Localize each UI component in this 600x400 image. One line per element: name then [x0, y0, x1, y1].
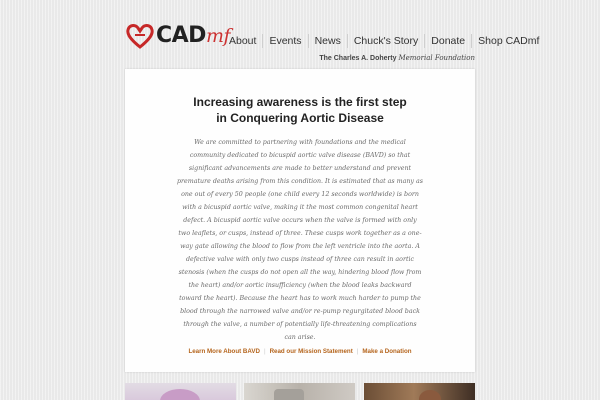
nav-chucks-story[interactable]: Chuck's Story — [347, 34, 424, 48]
make-donation-link[interactable]: Make a Donation — [362, 348, 412, 355]
learn-more-bavd-link[interactable]: Learn More About BAVD — [188, 348, 260, 355]
cadmf-logo[interactable] — [126, 16, 230, 56]
nav-events[interactable]: Events — [262, 34, 307, 48]
nav-about[interactable]: About — [229, 35, 257, 47]
page-heading — [125, 94, 475, 126]
tagline-name: The Charles A. Doherty — [319, 55, 397, 62]
nav-donate[interactable]: Donate — [424, 34, 471, 48]
mission-statement-link[interactable]: Read our Mission Statement — [269, 348, 353, 355]
heart-logo-icon — [126, 22, 154, 50]
feature-thumbnail-3[interactable] — [364, 383, 475, 400]
foundation-tagline — [319, 54, 475, 62]
heading-line-1: Increasing awareness is the first step — [193, 95, 407, 109]
logo-text: CAD — [156, 23, 206, 48]
nav-shop[interactable]: Shop CADmf — [471, 34, 539, 48]
nav-news[interactable]: News — [308, 34, 347, 48]
feature-thumbnail-1[interactable] — [125, 383, 236, 400]
site-header — [0, 0, 600, 70]
tagline-foundation: Memorial Foundation — [398, 54, 475, 62]
feature-thumbnail-2[interactable] — [244, 383, 355, 400]
main-nav — [229, 34, 539, 48]
link-divider: | — [356, 348, 359, 355]
action-links — [125, 348, 475, 355]
heading-line-2: in Conquering Aortic Disease — [216, 111, 384, 125]
logo-wordmark — [156, 23, 230, 48]
link-divider: | — [263, 348, 266, 355]
mission-paragraph: We are committed to partnering with foundations and the medical community dedicated to bicuspid aortic valve disease (BAVD) so that significant advancements are made to better understand and prevent premature deaths arising from this condition. It is estimated that as many as one out of every 50 people (one child every 12 seconds worldwide) is born with a bicuspid aortic valve, making it the most common congenital heart defect. A bicuspid aortic valve occurs when the valve is formed with only two leaflets, or cusps, instead of three. These cusps work together as a one-way gate allowing the blood to flow from the left ventricle into the aorta. A defective valve with only two cusps instead of three can result in aortic stenosis (when the cusps do not open all the way, hindering blood flow from the heart) and/or aortic insufficiency (when the blood leaks backward toward the heart). Because the heart has to work much harder to pump the blood through the narrowed valve and/or re-pump regurgitated blood back through the valve, a number of potentially life-threatening complications can arise. — [177, 139, 423, 341]
intro-panel — [125, 69, 475, 372]
logo-suffix: mf — [205, 25, 230, 47]
feature-thumbnails — [125, 383, 475, 400]
